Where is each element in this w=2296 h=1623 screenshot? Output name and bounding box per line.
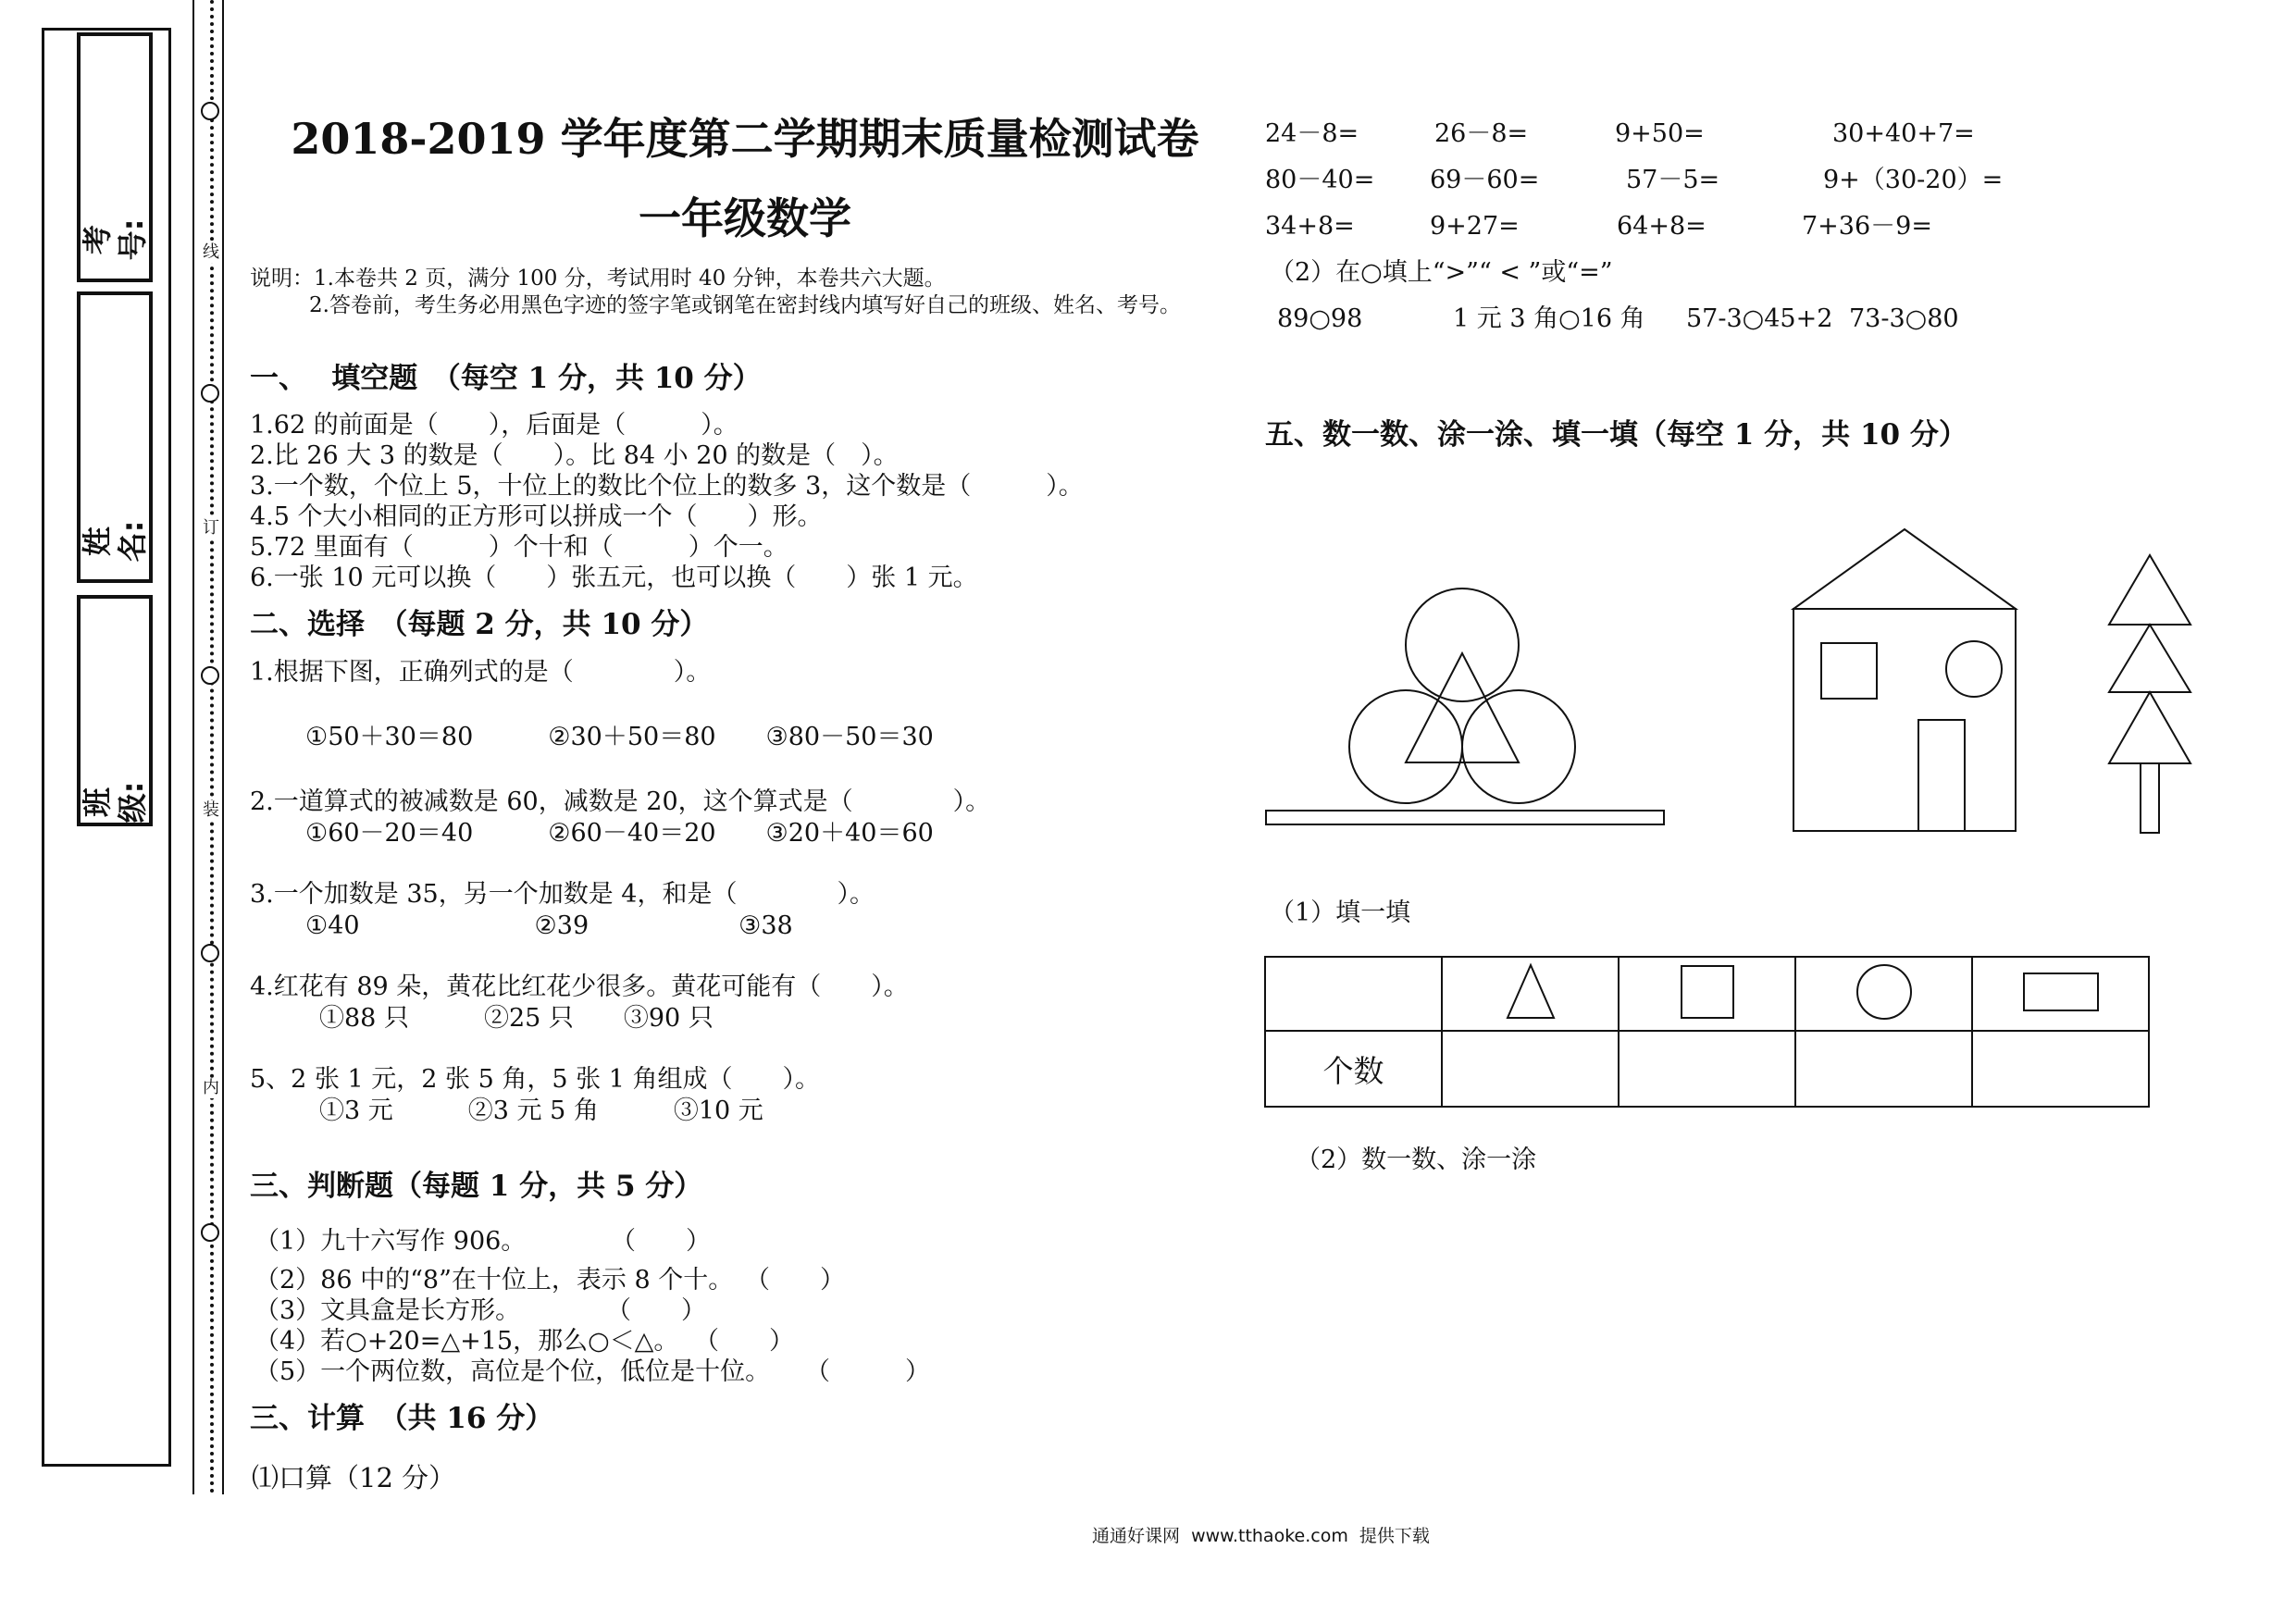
binding-line-left bbox=[192, 0, 194, 1494]
judge-question-4: （4）若○+20=△+15，那么○＜△。 bbox=[254, 1327, 679, 1356]
name-label: 姓名: bbox=[80, 520, 150, 563]
judge-answer-paren-3[interactable]: （ ） bbox=[606, 1296, 706, 1325]
fill-question-4: 4.5 个大小相同的正方形可以拼成一个（ ）形。 bbox=[250, 502, 823, 531]
tree-triangle-top bbox=[2109, 555, 2191, 625]
judge-question-5: （5）一个两位数，高位是个位，低位是十位。 bbox=[254, 1357, 771, 1386]
section-1-heading: 一、 填空题 （每空 1 分，共 10 分） bbox=[250, 362, 762, 395]
exam-title: 2018-2019 学年度第二学期期末质量检测试卷 bbox=[291, 114, 1199, 164]
rectangle-icon bbox=[2021, 970, 2101, 1014]
calc-3-4: 7+36－9= bbox=[1802, 212, 1932, 241]
figure-base-bar bbox=[1266, 811, 1664, 824]
section-5-heading: 五、数一数、涂一涂、填一填（每空 1 分，共 10 分） bbox=[1265, 418, 1967, 452]
choice-question-2: 2.一道算式的被减数是 60，减数是 20，这个算式是（ ）。 bbox=[250, 787, 991, 816]
binding-hole bbox=[201, 102, 219, 120]
house-window-square bbox=[1821, 643, 1877, 699]
tree-trunk bbox=[2141, 763, 2159, 833]
footer-source: 通通好课网 www.tthaoke.com 提供下载 bbox=[1092, 1526, 1430, 1546]
fill-question-2: 2.比 26 大 3 的数是（ ）。比 84 小 20 的数是（ ）。 bbox=[250, 441, 899, 470]
triangle-icon bbox=[1503, 962, 1558, 1022]
calc-2-2: 69－60= bbox=[1430, 166, 1540, 194]
figure-circle-right bbox=[1462, 690, 1575, 803]
shapes-figure bbox=[1259, 518, 2212, 851]
fill-question-3: 3.一个数，个位上 5，十位上的数比个位上的数多 3，这个数是（ ）。 bbox=[250, 472, 1084, 501]
table-header-rectangle bbox=[1972, 957, 2149, 1031]
choice-options-1: ①50＋30＝80 ②30＋50＝80 ③80－50＝30 bbox=[305, 723, 934, 751]
choice-options-3: ①40 ②39 ③38 bbox=[305, 911, 793, 940]
fill-question-6: 6.一张 10 元可以换（ ）张五元，也可以换（ ）张 1 元。 bbox=[250, 564, 978, 592]
calc-1-3: 9+50= bbox=[1615, 119, 1705, 148]
calc-2-4: 9+（30-20）= bbox=[1823, 166, 2004, 194]
house-roof bbox=[1793, 529, 2016, 609]
class-box[interactable] bbox=[77, 595, 153, 826]
judge-question-3: （3）文具盒是长方形。 bbox=[254, 1296, 521, 1325]
judge-question-2: （2）86 中的“8”在十位上，表示 8 个十。 bbox=[254, 1266, 734, 1295]
count-cell-rectangle[interactable] bbox=[1972, 1031, 2149, 1107]
instructions-line-2: 2.答卷前，考生务必用黑色字迹的签字笔或钢笔在密封线内填写好自己的班级、姓名、考号。 bbox=[309, 293, 1181, 317]
calc-1-1: 24－8= bbox=[1265, 119, 1359, 148]
binding-hole bbox=[201, 666, 219, 685]
exam-number-box[interactable] bbox=[77, 32, 153, 282]
fill-question-1: 1.62 的前面是（ ），后面是（ ）。 bbox=[250, 411, 738, 440]
binding-hole bbox=[201, 1223, 219, 1242]
judge-answer-paren-5[interactable]: （ ） bbox=[805, 1357, 930, 1386]
instructions-line-1: 说明：1.本卷共 2 页，满分 100 分，考试用时 40 分钟，本卷共六大题。 bbox=[250, 266, 946, 291]
circle-icon bbox=[1855, 962, 1914, 1022]
exam-subtitle: 一年级数学 bbox=[639, 193, 851, 243]
calc-2-3: 57－5= bbox=[1626, 166, 1720, 194]
binding-hole bbox=[201, 944, 219, 962]
seal-char-nei: 内 bbox=[200, 1078, 222, 1098]
compare-3: 57-3○45+2 bbox=[1686, 304, 1833, 333]
seal-dashed-line bbox=[210, 0, 214, 1494]
house-window-circle bbox=[1946, 641, 2002, 697]
judge-question-1: （1）九十六写作 906。 bbox=[254, 1227, 527, 1256]
count-cell-square[interactable] bbox=[1619, 1031, 1795, 1107]
table-header-triangle bbox=[1442, 957, 1619, 1031]
figure-circle-top bbox=[1406, 588, 1519, 701]
judge-answer-paren-1[interactable]: （ ） bbox=[611, 1227, 711, 1256]
count-cell-circle[interactable] bbox=[1795, 1031, 1972, 1107]
count-row-label: 个数 bbox=[1265, 1031, 1442, 1107]
calc-3-3: 64+8= bbox=[1617, 212, 1706, 241]
exam-number-label: 考号: bbox=[80, 218, 150, 261]
seal-char-ding: 订 bbox=[200, 518, 222, 539]
table-header-square bbox=[1619, 957, 1795, 1031]
mental-math-heading: ⑴口算（12 分） bbox=[252, 1462, 456, 1493]
compare-1: 89○98 bbox=[1277, 304, 1363, 333]
calc-1-2: 26－8= bbox=[1434, 119, 1529, 148]
table-header-circle bbox=[1795, 957, 1972, 1031]
choice-options-2: ①60－20＝40 ②60－40＝20 ③20＋40＝60 bbox=[305, 819, 934, 848]
section-2-heading: 二、选择 （每题 2 分，共 10 分） bbox=[250, 608, 709, 641]
square-icon bbox=[1678, 962, 1737, 1022]
fill-question-5: 5.72 里面有（ ）个十和（ ）个一。 bbox=[250, 533, 788, 562]
calc-1-4: 30+40+7= bbox=[1832, 119, 1975, 148]
binding-line-right bbox=[222, 0, 224, 1494]
choice-options-4: ①88 只 ②25 只 ③90 只 bbox=[319, 1004, 714, 1033]
tree-triangle-bottom bbox=[2109, 692, 2191, 763]
judge-answer-paren-4[interactable]: （ ） bbox=[694, 1327, 794, 1356]
tree-triangle-middle bbox=[2109, 625, 2191, 692]
calc-3-1: 34+8= bbox=[1265, 212, 1355, 241]
shape-count-table bbox=[1264, 956, 2150, 1108]
judge-answer-paren-2[interactable]: （ ） bbox=[745, 1266, 845, 1295]
seal-char-xian: 线 bbox=[200, 242, 222, 263]
choice-question-3: 3.一个加数是 35，另一个加数是 4，和是（ ）。 bbox=[250, 880, 875, 909]
fill-table-label: （1）填一填 bbox=[1270, 898, 1411, 927]
count-cell-triangle[interactable] bbox=[1442, 1031, 1619, 1107]
choice-question-5: 5、2 张 1 元，2 张 5 角，5 张 1 角组成（ ）。 bbox=[250, 1065, 820, 1094]
compare-4: 73-3○80 bbox=[1849, 304, 1959, 333]
house-door bbox=[1918, 720, 1965, 831]
choice-question-4: 4.红花有 89 朵，黄花比红花少很多。黄花可能有（ ）。 bbox=[250, 973, 909, 1001]
choice-question-1: 1.根据下图，正确列式的是（ ）。 bbox=[250, 658, 712, 687]
compare-instruction: （2）在○填上“>”“ < ”或“=” bbox=[1270, 258, 1613, 287]
choice-options-5: ①3 元 ②3 元 5 角 ③10 元 bbox=[319, 1096, 763, 1125]
binding-hole bbox=[201, 384, 219, 403]
calc-2-1: 80－40= bbox=[1265, 166, 1375, 194]
figure-circle-left bbox=[1349, 690, 1462, 803]
section-3-heading: 三、判断题（每题 1 分，共 5 分） bbox=[250, 1170, 703, 1203]
name-box[interactable] bbox=[77, 291, 153, 583]
calc-3-2: 9+27= bbox=[1430, 212, 1520, 241]
table-header-blank bbox=[1265, 957, 1442, 1031]
class-label: 班级: bbox=[80, 781, 150, 824]
compare-2: 1 元 3 角○16 角 bbox=[1453, 304, 1645, 333]
section-4-heading: 三、计算 （共 16 分） bbox=[250, 1402, 554, 1435]
seal-char-zhuang: 装 bbox=[200, 800, 222, 821]
color-task-label: （2）数一数、涂一涂 bbox=[1296, 1146, 1537, 1174]
